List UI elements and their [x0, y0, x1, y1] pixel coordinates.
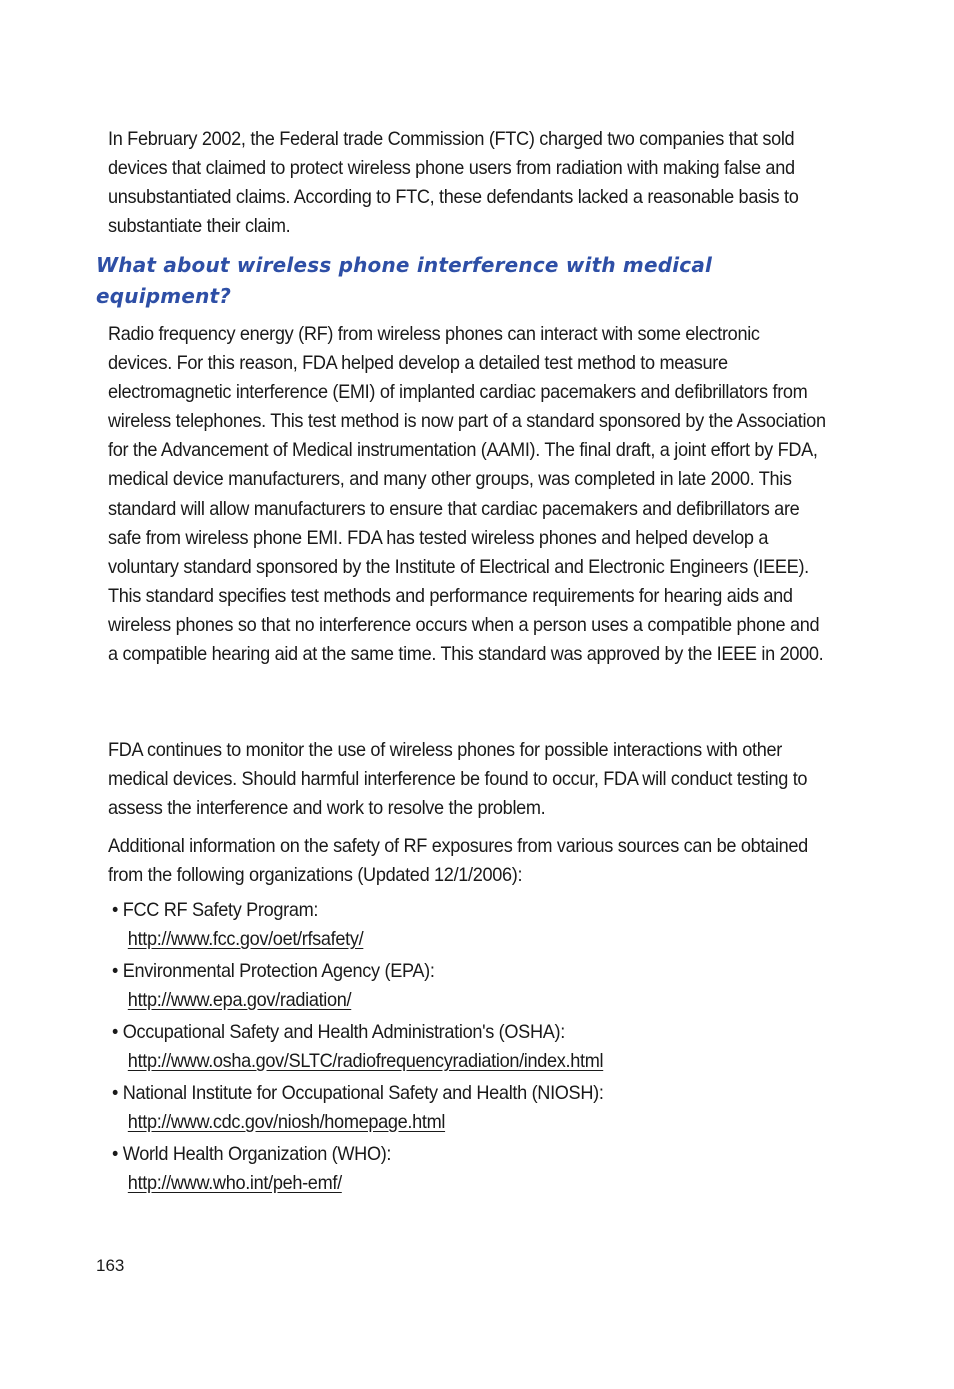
list-item [112, 1079, 832, 1137]
organization-label: • Environmental Protection Agency (EPA): [112, 960, 435, 982]
organization-label: • Occupational Safety and Health Administration's (OSHA): [112, 1021, 565, 1043]
list-item [112, 957, 832, 1015]
paragraph-additional-info: Additional information on the safety of RF exposures from various sources can be obtained from the following organizations (Updated 12/1/2006): [108, 835, 808, 887]
section-heading: What about wireless phone interference with medical equipment? [96, 253, 713, 308]
organization-link[interactable]: http://www.who.int/peh-emf/ [127, 1172, 342, 1194]
organization-link[interactable]: http://www.fcc.gov/oet/rfsafety/ [127, 928, 364, 950]
list-item [112, 1018, 832, 1076]
paragraph-fda-monitoring: FDA continues to monitor the use of wireless phones for possible interactions with other medical devices. Should harmful interference be found to occur, FDA will conduct testing to assess the interference and work to resolve the problem. [108, 739, 808, 820]
paragraph-ftc-claims: In February 2002, the Federal trade Commission (FTC) charged two companies that sold devices that claimed to protect wireless phone users from radiation with making false and unsubstantiated claims. According to FTC, these defendants lacked a reasonable basis to substantiate their claim. [108, 128, 799, 238]
list-item [112, 1140, 832, 1198]
page-number: 163 [96, 1256, 125, 1275]
organization-link[interactable]: http://www.osha.gov/SLTC/radiofrequencyradiation/index.html [127, 1050, 604, 1072]
organization-link[interactable]: http://www.cdc.gov/niosh/homepage.html [127, 1111, 446, 1133]
organization-link[interactable]: http://www.epa.gov/radiation/ [127, 989, 352, 1011]
organization-label: • FCC RF Safety Program: [112, 899, 319, 921]
list-item [112, 896, 832, 954]
organization-list [112, 896, 832, 1201]
organization-label: • National Institute for Occupational Safety and Health (NIOSH): [112, 1082, 604, 1104]
organization-label: • World Health Organization (WHO): [112, 1143, 392, 1165]
paragraph-rf-interference: Radio frequency energy (RF) from wireless phones can interact with some electronic devices. For this reason, FDA helped develop a detailed test method to measure electromagnetic interference (EMI) of implanted cardiac pacemakers and defibrillators from wireless telephones. This test method is now part of a standard sponsored by the Association for the Advancement of Medical instrumentation (AAMI). The final draft, a joint effort by FDA, medical device manufacturers, and many other groups, was completed in late 2000. This standard will allow manufacturers to ensure that cardiac pacemakers and defibrillators are safe from wireless phone EMI. FDA has tested wireless phones and helped develop a voluntary standard sponsored by the Institute of Electrical and Electronic Engineers (IEEE). This standard specifies test methods and performance requirements for hearing aids and wireless phones so that no interference occurs when a person uses a compatible phone and a compatible hearing aid at the same time. This standard was approved by the IEEE in 2000. [108, 323, 826, 666]
